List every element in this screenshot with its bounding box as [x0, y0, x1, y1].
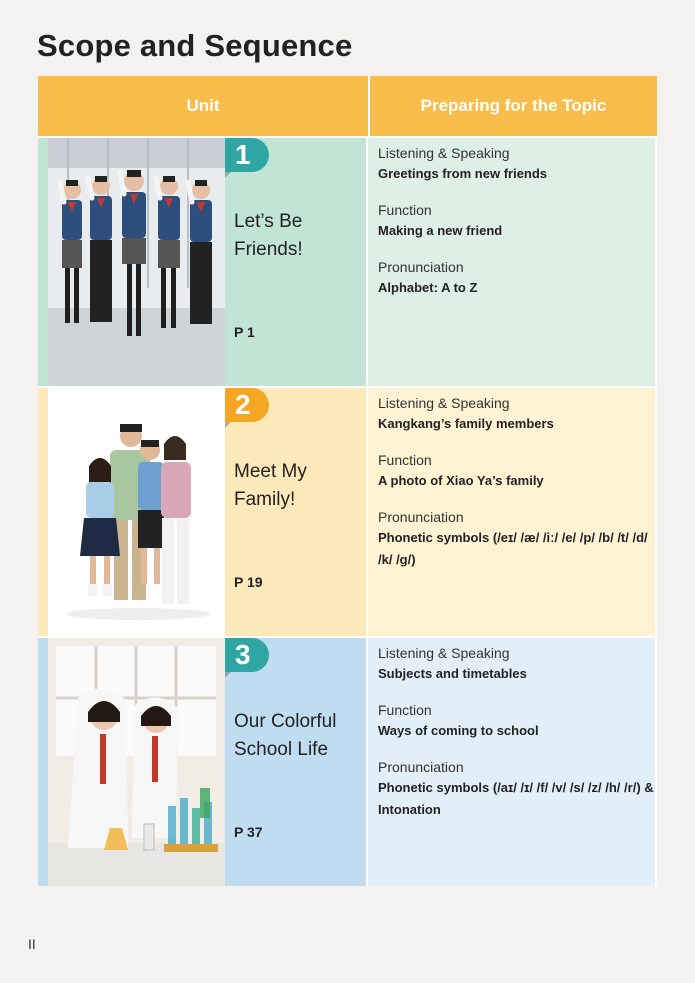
listening-speaking-section [378, 144, 655, 185]
section-label: Listening & Speaking [378, 395, 510, 411]
function-section [378, 701, 655, 742]
unit-3-topic-panel [368, 638, 655, 886]
function-section [378, 451, 655, 492]
unit-1-photo [48, 138, 225, 386]
unit-3-name-panel [225, 638, 366, 886]
unit-2-name-panel [225, 388, 366, 636]
section-label: Function [378, 202, 432, 218]
page-number: II [28, 936, 36, 952]
unit-column-header: Unit [38, 76, 368, 136]
section-value: Greetings from new friends [378, 166, 548, 181]
unit-1-title: Let’s Be Friends! [234, 211, 303, 260]
section-label: Pronunciation [378, 259, 464, 275]
section-value: Subjects and timetables [378, 666, 527, 681]
section-value: Alphabet: A to Z [378, 280, 478, 295]
section-label: Pronunciation [378, 509, 464, 525]
page-title: Scope and Sequence [37, 28, 353, 63]
listening-speaking-section [378, 394, 655, 435]
unit-2-photo [48, 388, 225, 636]
unit-row-3 [38, 638, 657, 886]
listening-speaking-section [378, 644, 655, 685]
unit-1-name-panel [225, 138, 366, 386]
section-label: Pronunciation [378, 759, 464, 775]
section-value: Phonetic symbols (/eɪ/ /æ/ /iː/ /e/ /p/ /b/ /t/ /d/ /k/ /ɡ/) [378, 530, 648, 567]
pronunciation-section [378, 508, 655, 571]
section-value: Ways of coming to school [378, 723, 539, 738]
section-label: Listening & Speaking [378, 145, 510, 161]
section-value: A photo of Xiao Ya’s family [378, 473, 544, 488]
section-label: Listening & Speaking [378, 645, 510, 661]
unit-2-title: Meet My Family! [234, 461, 307, 510]
unit-color-strip [38, 138, 48, 386]
unit-3-title: Our Colorful School Life [234, 711, 337, 760]
function-section [378, 201, 655, 242]
unit-color-strip [38, 388, 48, 636]
unit-3-number-badge: 3 [225, 638, 269, 672]
unit-row-1 [38, 138, 657, 386]
unit-3-photo [48, 638, 225, 886]
section-label: Function [378, 452, 432, 468]
pronunciation-section [378, 758, 655, 821]
unit-2-topic-panel [368, 388, 655, 636]
section-value: Phonetic symbols (/aɪ/ /ɪ/ /f/ /v/ /s/ /z/ /h/ /r/) & Intonation [378, 780, 654, 817]
scope-table [38, 76, 657, 886]
unit-2-number-badge: 2 [225, 388, 269, 422]
unit-1-topic-panel [368, 138, 655, 386]
unit-3-page-ref: P 37 [234, 824, 263, 840]
pronunciation-section [378, 258, 655, 299]
unit-1-number-badge: 1 [225, 138, 269, 172]
section-label: Function [378, 702, 432, 718]
unit-1-page-ref: P 1 [234, 324, 255, 340]
unit-2-page-ref: P 19 [234, 574, 263, 590]
section-value: Making a new friend [378, 223, 503, 238]
section-value: Kangkang’s family members [378, 416, 554, 431]
topic-column-header: Preparing for the Topic [370, 76, 657, 136]
unit-color-strip [38, 638, 48, 886]
unit-row-2 [38, 388, 657, 636]
table-header [38, 76, 657, 136]
